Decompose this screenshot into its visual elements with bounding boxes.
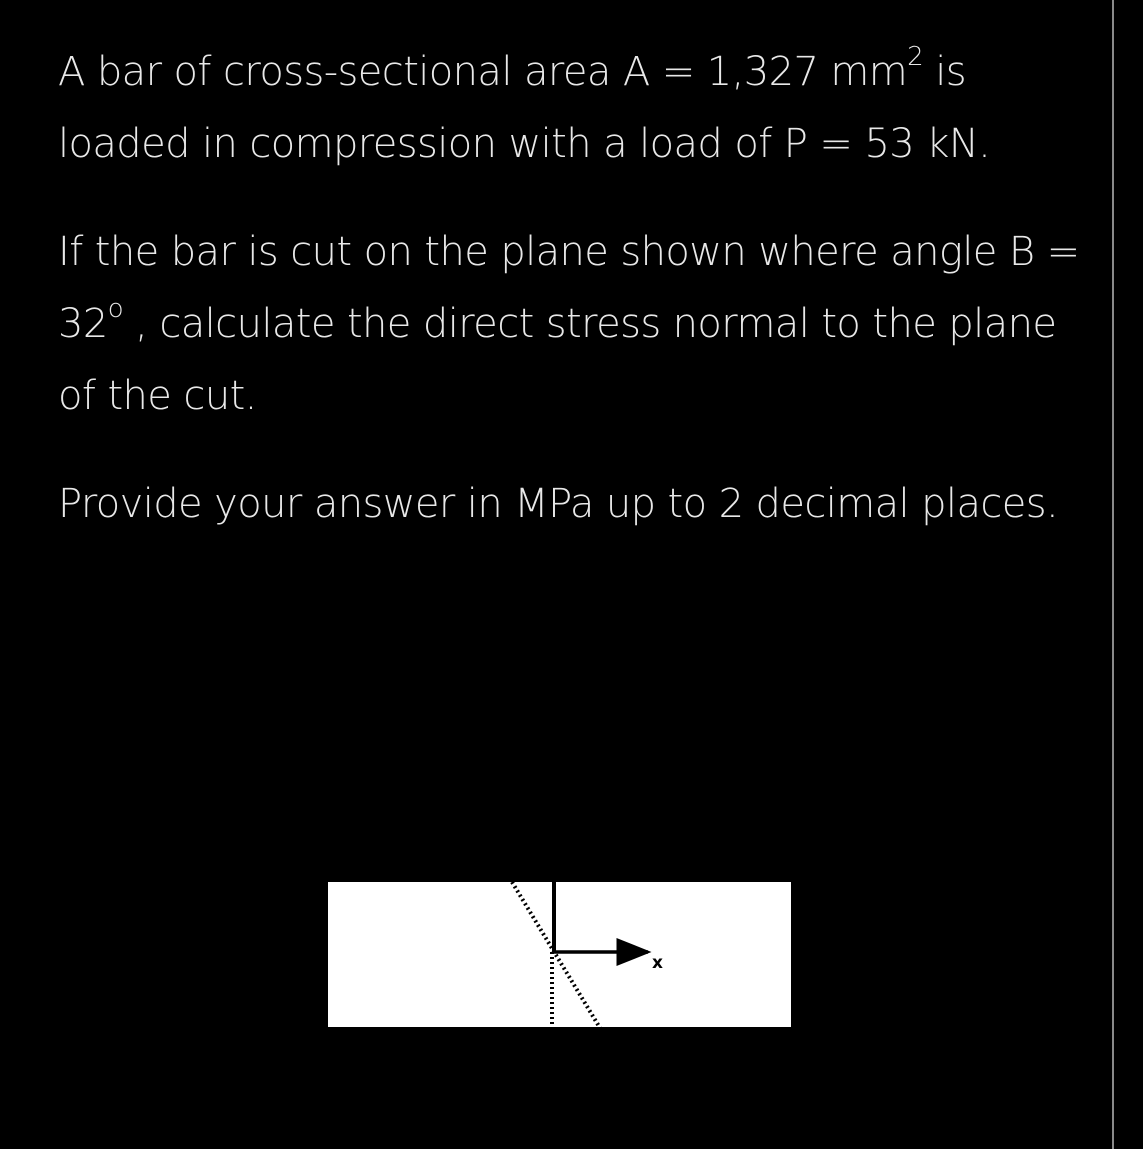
area-unit-exponent: 2 — [907, 42, 924, 73]
question-text — [58, 36, 1098, 540]
area-text: A bar of cross-sectional area A = 1,327 mm — [58, 49, 908, 95]
bar-diagram-svg — [326, 880, 793, 1030]
angle-text: If the bar is cut on the plane shown where angle B = 32 — [58, 229, 1080, 347]
right-panel-divider — [1112, 0, 1114, 1149]
load-text: is loaded in compression with a load of P = 53 kN. — [58, 49, 991, 167]
problem-statement — [58, 36, 1098, 180]
bar-diagram — [326, 880, 793, 1030]
degree-symbol: o — [107, 294, 124, 325]
calculation-request-text: , calculate the direct stress normal to the plane of the cut. — [58, 301, 1057, 419]
bar-body — [327, 881, 792, 1028]
cut-plane-statement — [58, 216, 1098, 432]
x-axis-label: x — [652, 953, 663, 973]
answer-instructions: Provide your answer in MPa up to 2 decimal places. — [58, 481, 1059, 527]
